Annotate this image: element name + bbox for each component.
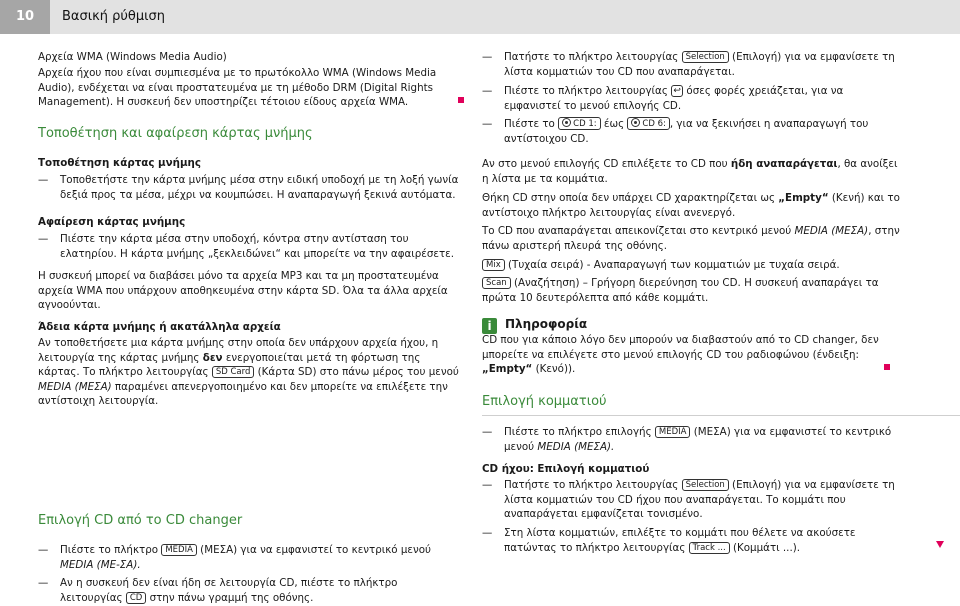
right-p4: Mix (Τυχαία σειρά) - Αναπαραγωγή των κομματιών με τυχαία σειρά.	[482, 258, 902, 273]
track-heading: CD ήχου: Επιλογή κομματιού	[482, 463, 650, 475]
cd1-key: CD 1:	[558, 117, 600, 130]
track-step-1: — Πιέστε το πλήκτρο επιλογής MEDIA (ΜΕΣΑ) για να εμφανιστεί το κεντρικό μενού MEDIA (ΜΕΣΑ).	[482, 425, 902, 454]
track-step-3: — Στη λίστα κομματιών, επιλέξτε το κομμάτι που θέλετε να ακούσετε πατώντας το πλήκτρο λειτουργίας Track ... (Κομμάτι ...).	[482, 526, 902, 555]
info-text: CD που για κάποιο λόγο δεν μπορούν να διαβαστούν από το CD changer, δεν μπορείτε να επιλέγετε στο μενού επιλογής CD του ραδιοφώνου (ένδειξη: „Empty“ (Κενό)).	[482, 334, 879, 376]
media-key: MEDIA	[161, 544, 197, 556]
right-p1: Αν στο μενού επιλογής CD επιλέξετε το CD που ήδη αναπαράγεται, θα ανοίξει η λίστα με τα κομμάτια.	[482, 158, 898, 185]
right-step-1: — Πατήστε το πλήκτρο λειτουργίας Selection (Επιλογή) για να εμφανίσετε τη λίστα κομματιών του CD που αναπαράγεται.	[482, 50, 902, 79]
cd-step-2: — Αν η συσκευή δεν είναι ήδη σε λειτουργία CD, πιέστε το πλήκτρο λειτουργίας CD στην πάνω γραμμή της οθόνης.	[38, 576, 460, 605]
right-p5: Scan (Αναζήτηση) – Γρήγορη διερεύνηση του CD. Η συσκευή αναπαράγει τα πρώτα 10 δευτερόλεπτα από κάθε κομμάτι.	[482, 277, 879, 304]
right-step-2: — Πιέστε το πλήκτρο λειτουργίας ↩ όσες φορές χρειάζεται, για να εμφανιστεί το μενού επιλογής CD.	[482, 84, 902, 113]
empty-text: Αν τοποθετήσετε μια κάρτα μνήμης στην οποία δεν υπάρχουν αρχεία ήχου, η λειτουργία της κάρτας μνήμης δεν ενεργοποιείται μετά τη φόρτωση της κάρτας. Το πλήκτρο λειτουργίας SD Card (Κάρτα SD) στο πάνω μέρος του μενού MEDIA (ΜΕΣΑ) παραμένει απενεργοποιημένο και δεν μπορείτε να επιλέξετε την αντίστοιχη λειτουργία.	[38, 337, 459, 408]
media-key: MEDIA	[655, 426, 691, 438]
insert-step	[38, 173, 460, 202]
mp3-text: Η συσκευή μπορεί να διαβάσει μόνο τα αρχεία MP3 και τα μη προστατευμένα αρχεία WMA που υπάρχουν αποθηκευμένα στην κάρτα SD. Όλα τα άλλα αρχεία αγνοούνται.	[38, 270, 448, 312]
section-end-marker	[884, 364, 890, 370]
cd-key: CD	[126, 592, 146, 604]
section-end-marker	[458, 97, 464, 103]
cd-step-1: — Πιέστε το πλήκτρο MEDIA (ΜΕΣΑ) για να εμφανιστεί το κεντρικό μενού MEDIA (ΜΕ-ΣΑ).	[38, 543, 460, 572]
scan-key: Scan	[482, 277, 511, 289]
selection-key: Selection	[682, 51, 729, 63]
right-p3: Το CD που αναπαράγεται απεικονίζεται στο κεντρικό μενού MEDIA (ΜΕΣΑ), στην πάνω αριστερή πλευρά της οθόνης.	[482, 225, 900, 252]
empty-heading: Άδεια κάρτα μνήμης ή ακατάλληλα αρχεία	[38, 321, 281, 333]
disc-icon	[631, 118, 640, 127]
insert-text: Τοποθετήστε την κάρτα μνήμης μέσα στην ειδική υποδοχή με τη λοξή γωνία δεξιά προς τα μέσα, μέχρι να κουμπώσει. Η αναπαραγωγή ξεκινά αυτόματα.	[60, 174, 459, 201]
track-key: Track ...	[689, 542, 730, 554]
info-icon: i	[482, 318, 497, 334]
remove-text: Πιέστε την κάρτα μέσα στην υποδοχή, κόντρα στην αντίσταση του ελατηρίου. Η κάρτα μνήμης „ξεκλειδώνει“ και μπορείτε να την αφαιρέσετε.	[60, 233, 455, 260]
wma-text: Αρχεία ήχου που είναι συμπιεσμένα με το πρωτόκολλο WMA (Windows Media Audio), ενδέχεται να είναι προστατευμένα με τη μέθοδο DRM (Digital Rights Management). Η συσκευή δεν υποστηρίζει τέτοιου είδους αρχεία WMA.	[38, 67, 437, 109]
continue-arrow-icon	[936, 541, 944, 548]
remove-step	[38, 232, 460, 261]
section-track-title: Επιλογή κομματιού	[482, 394, 607, 409]
back-icon: ↩	[671, 85, 683, 97]
section-divider	[482, 415, 960, 416]
insert-heading: Τοποθέτηση κάρτας μνήμης	[38, 157, 201, 169]
remove-heading: Αφαίρεση κάρτας μνήμης	[38, 216, 186, 228]
mix-key: Mix	[482, 259, 505, 271]
disc-icon	[562, 118, 571, 127]
right-step-3: — Πιέστε το CD 1: έως CD 6: , για να ξεκινήσει η αναπαραγωγή του αντίστοιχου CD.	[482, 117, 902, 146]
page-number: 10	[0, 0, 50, 34]
page-title: Βασική ρύθμιση	[62, 9, 166, 24]
sd-card-key: SD Card	[212, 366, 255, 378]
cd6-key: CD 6:	[627, 117, 669, 130]
right-p2: Θήκη CD στην οποία δεν υπάρχει CD χαρακτηρίζεται ως „Empty“ (Κενή) και το αντίστοιχο πλήκτρο λειτουργίας είναι ανενεργό.	[482, 192, 900, 219]
wma-heading: Αρχεία WMA (Windows Media Audio)	[38, 51, 227, 63]
section-cd-title: Επιλογή CD από το CD changer	[38, 513, 243, 528]
section-card-title: Τοποθέτηση και αφαίρεση κάρτας μνήμης	[38, 126, 313, 141]
track-step-2: — Πατήστε το πλήκτρο λειτουργίας Selection (Επιλογή) για να εμφανίσετε τη λίστα κομματιών του CD ήχου που αναπαράγεται. Το κομμάτι που αναπαράγεται εμφανίζεται τονισμένο.	[482, 478, 902, 522]
selection-key: Selection	[682, 479, 729, 491]
info-header: i Πληροφορία	[482, 315, 902, 334]
